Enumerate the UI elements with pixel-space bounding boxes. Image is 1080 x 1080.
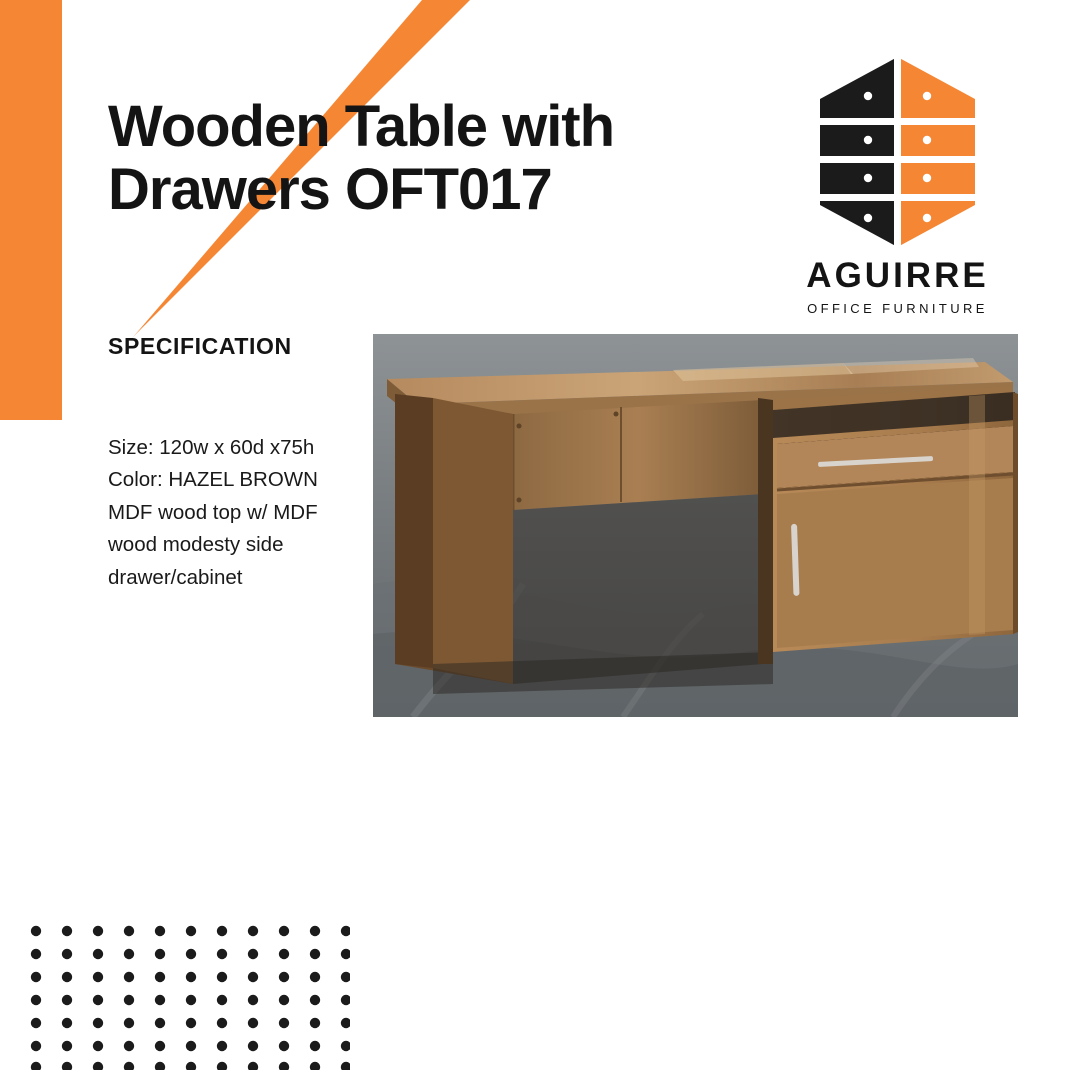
specification-heading: SPECIFICATION [108, 333, 292, 359]
white-strip-decoration [0, 420, 62, 490]
spec-line: MDF wood top w/ MDF [108, 500, 318, 524]
brand-tagline: OFFICE FURNITURE [807, 301, 988, 316]
spec-line: wood modesty side [108, 533, 284, 557]
dot-grid-decoration [30, 925, 350, 1070]
spec-line: Color: HAZEL BROWN [108, 468, 318, 492]
hexagon-drawers-logo-icon [810, 52, 985, 252]
product-photo [373, 334, 1018, 717]
brand-logo [790, 52, 1005, 316]
product-photo-illustration [373, 334, 1018, 717]
brand-name: AGUIRRE [806, 256, 989, 295]
spec-line: drawer/cabinet [108, 565, 243, 589]
orange-left-strip-decoration [0, 0, 62, 470]
spec-line: Size: 120w x 60d x75h [108, 436, 315, 459]
specification-text [108, 432, 368, 594]
page-title: Wooden Table with Drawers OFT017 [108, 94, 615, 222]
